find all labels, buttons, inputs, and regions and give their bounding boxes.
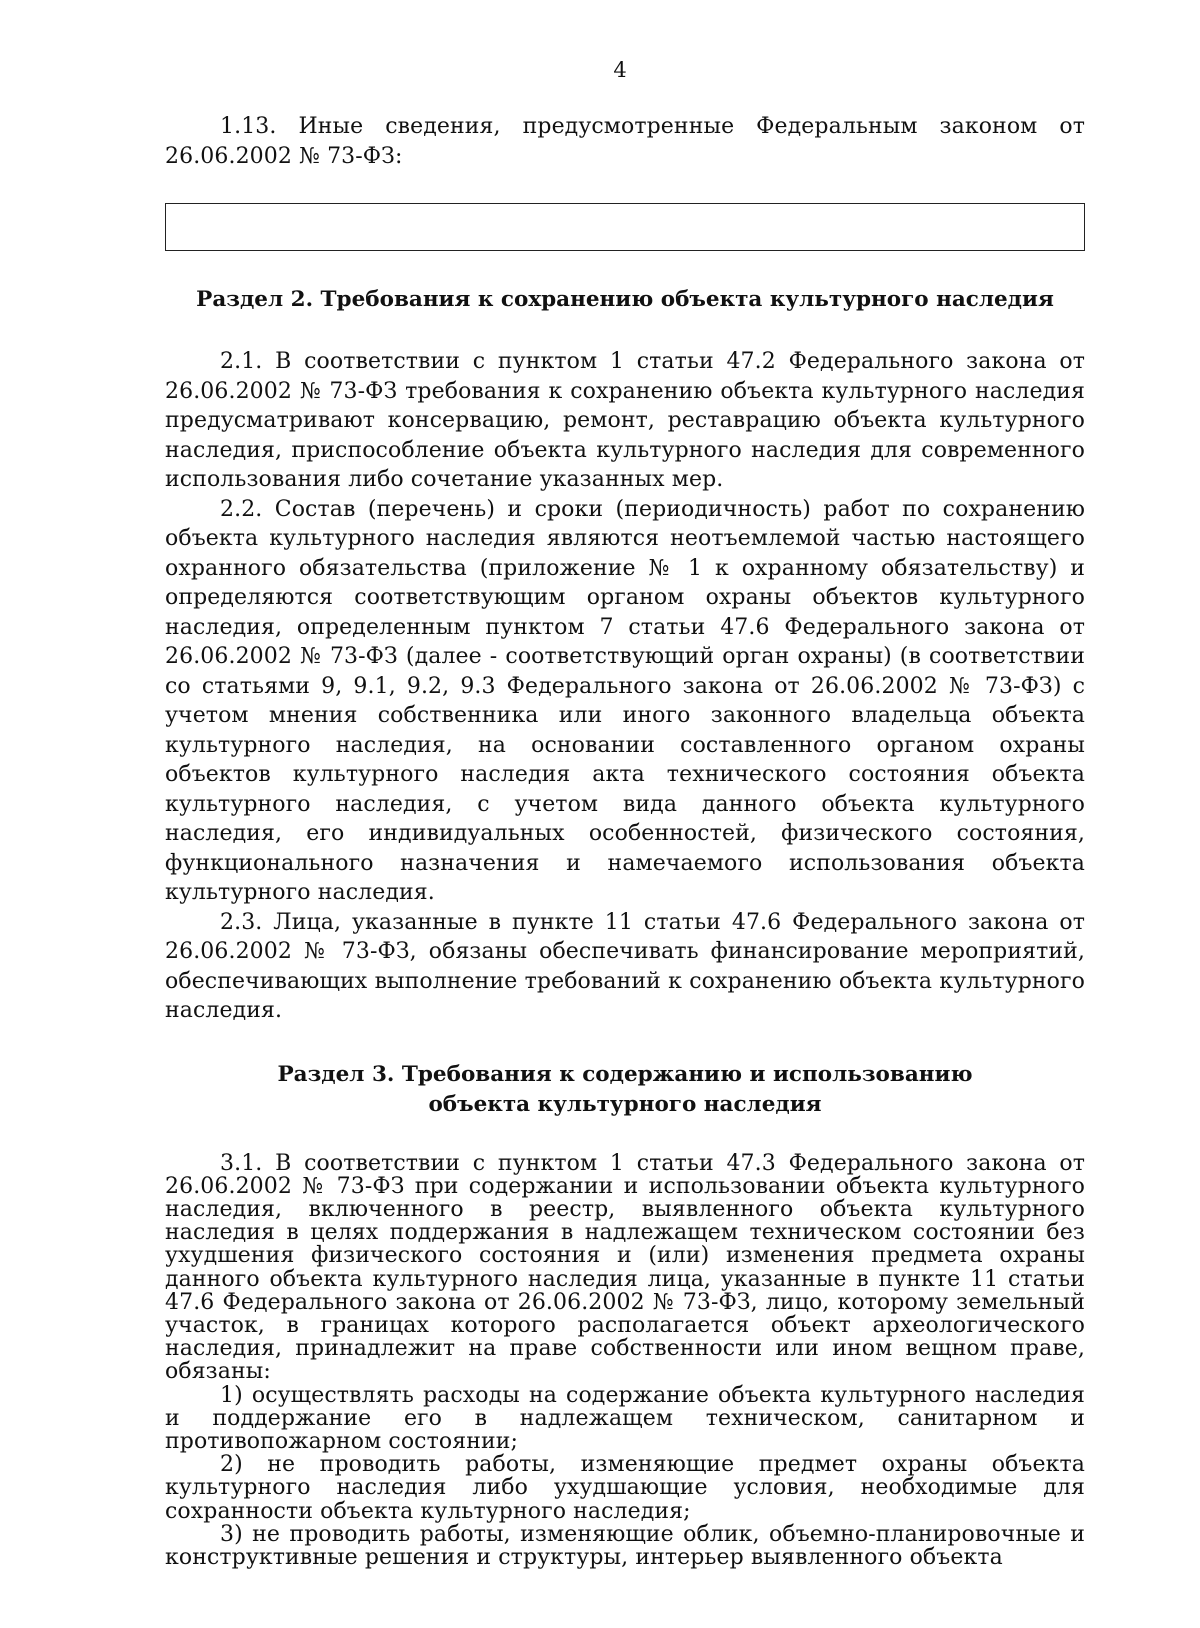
list-item-1: 1) осуществлять расходы на содержание объекта культурного наследия и поддержание его в надлежащем техническом, санитарном и противопожарном состоянии; <box>165 1382 1085 1454</box>
list-item-2: 2) не проводить работы, изменяющие предмет охраны объекта культурного наследия либо ухудшающие условия, необходимые для сохранности объекта культурного наследия; <box>165 1452 1085 1524</box>
item-1-13: 1.13. Иные сведения, предусмотренные Федеральным законом от 26.06.2002 № 73-ФЗ: <box>165 114 1085 169</box>
section-3-title-line-1: Раздел 3. Требования к содержанию и использованию <box>277 1061 973 1087</box>
section-2-title: Раздел 2. Требования к сохранению объекта культурного наследия <box>196 287 1054 312</box>
section-3-title <box>165 1060 1085 1120</box>
section-3-title-line-2: объекта культурного наследия <box>428 1091 822 1117</box>
paragraph-2-3: 2.3. Лица, указанные в пункте 11 статьи 47.6 Федерального закона от 26.06.2002 № 73-ФЗ, обязаны обеспечивать финансирование мероприятий, обеспечивающих выполнение требований к сохранению объекта культурного наследия. <box>165 909 1085 1023</box>
other-info-field <box>165 203 1085 251</box>
page-number: 4 <box>613 58 627 82</box>
paragraph-3-1: 3.1. В соответствии с пунктом 1 статьи 47.3 Федерального закона от 26.06.2002 № 73-ФЗ при содержании и использовании объекта культурного наследия, включенного в реестр, выявленного объекта культурного наследия в целях поддержания в надлежащем техническом состоянии без ухудшения физического состояния и (или) изменения предмета охраны данного объекта культурного наследия лица, указанные в пункте 11 статьи 47.6 Федерального закона от 26.06.2002 № 73-ФЗ, лицо, которому земельный участок, в границах которого располагается объект археологического наследия, принадлежит на праве собственности или ином вещном праве, обязаны: <box>165 1150 1085 1385</box>
paragraph-2-1: 2.1. В соответствии с пунктом 1 статьи 47.2 Федерального закона от 26.06.2002 № 73-ФЗ требования к сохранению объекта культурного наследия предусматривают консервацию, ремонт, реставрацию объекта культурного наследия, приспособление объекта культурного наследия для современного использования либо сочетание указанных мер. <box>165 349 1085 492</box>
document-body <box>165 112 1085 1569</box>
section-3-body <box>165 1152 1085 1570</box>
paragraph-2-2: 2.2. Состав (перечень) и сроки (периодичность) работ по сохранению объекта культурного наследия являются неотъемлемой частью настоящего охранного обязательства (приложение № 1 к охранному обязательству) и определяются соответствующим органом охраны объектов культурного наследия, определенным пунктом 7 статьи 47.6 Федерального закона от 26.06.2002 № 73-ФЗ (далее - соответствующий орган охраны) (в соответствии со статьями 9, 9.1, 9.2, 9.3 Федерального закона от 26.06.2002 № 73-ФЗ) с учетом мнения собственника или иного законного владельца объекта культурного наследия, на основании составленного органом охраны объектов культурного наследия акта технического состояния объекта культурного наследия, с учетом вида данного объекта культурного наследия, его индивидуальных особенностей, физического состояния, функционального назначения и намечаемого использования объекта культурного наследия. <box>165 496 1085 905</box>
section-2-body <box>165 347 1085 1026</box>
list-item-3: 3) не проводить работы, изменяющие облик, объемно-планировочные и конструктивные решения и структуры, интерьер выявленного объекта <box>165 1521 1085 1570</box>
